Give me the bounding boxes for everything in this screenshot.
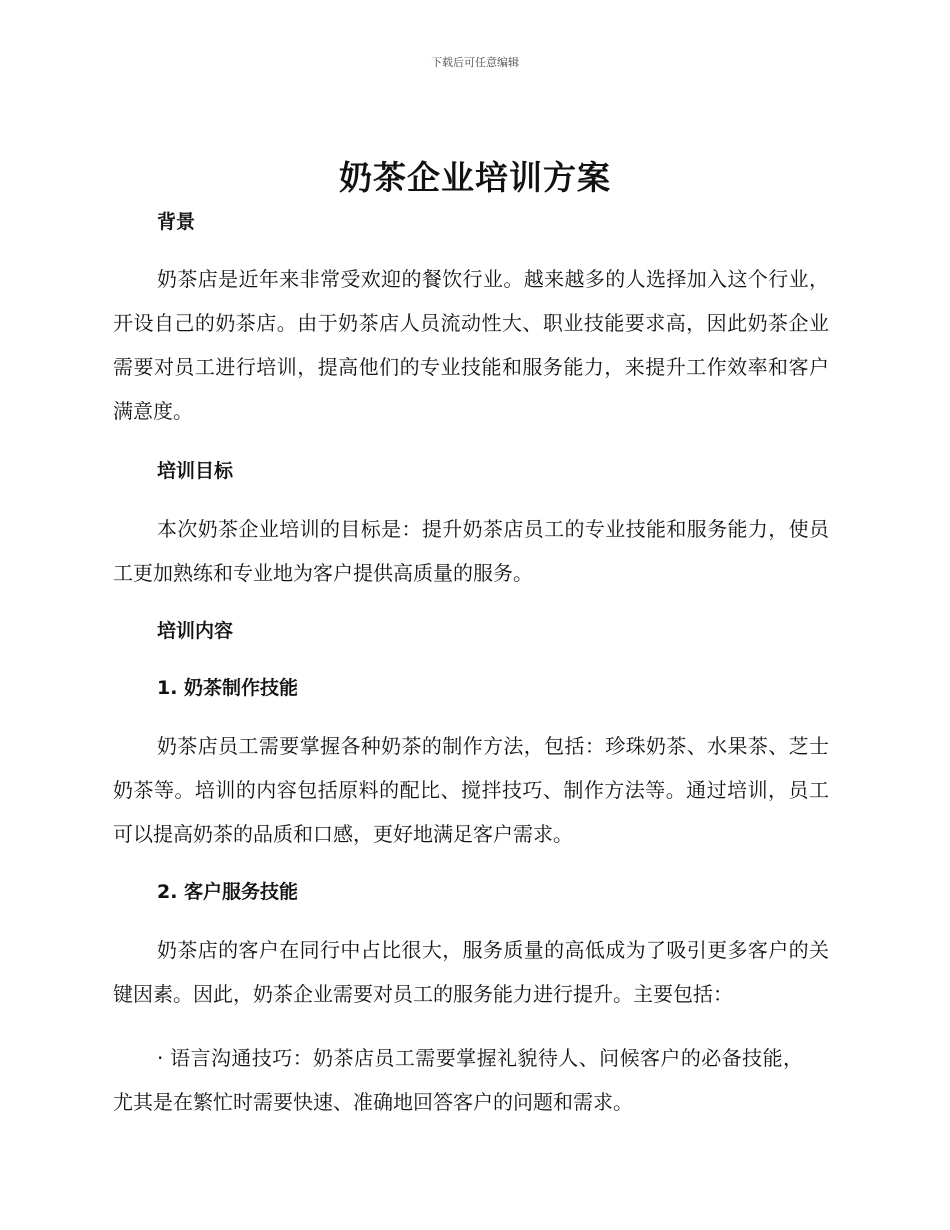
paragraph-skill2: 奶茶店的客户在同行中占比很大，服务质量的高低成为了吸引更多客户的关键因素。因此，奶茶企业需要对员工的服务能力进行提升。主要包括： [113,938,829,1006]
paragraph-goal: 本次奶茶企业培训的目标是：提升奶茶店员工的专业技能和服务能力，使员工更加熟练和专业地为客户提供高质量的服务。 [113,517,829,585]
section-heading-goal: 培训目标 [157,460,234,482]
section-heading-background: 背景 [157,211,196,233]
paragraph-skill1: 奶茶店员工需要掌握各种奶茶的制作方法，包括：珍珠奶茶、水果茶、芝士奶茶等。培训的内容包括原料的配比、搅拌技巧、制作方法等。通过培训，员工可以提高奶茶的品质和口感，更好地满足客户需求。 [113,734,829,846]
section-heading-content: 培训内容 [157,620,234,642]
document-title: 奶茶企业培训方案 [339,158,611,197]
bullet-language-skill: · 语言沟通技巧：奶茶店员工需要掌握礼貌待人、问候客户的必备技能，尤其是在繁忙时需要快速、准确地回答客户的问题和需求。 [113,1046,803,1114]
section-heading-skill2: 2. 客户服务技能 [157,881,299,903]
header-note: 下载后可任意编辑 [431,56,519,69]
paragraph-background: 奶茶店是近年来非常受欢迎的餐饮行业。越来越多的人选择加入这个行业，开设自己的奶茶店。由于奶茶店人员流动性大、职业技能要求高，因此奶茶企业需要对员工进行培训，提高他们的专业技能和服务能力，来提升工作效率和客户满意度。 [113,267,829,423]
section-heading-skill1: 1. 奶茶制作技能 [157,677,299,699]
